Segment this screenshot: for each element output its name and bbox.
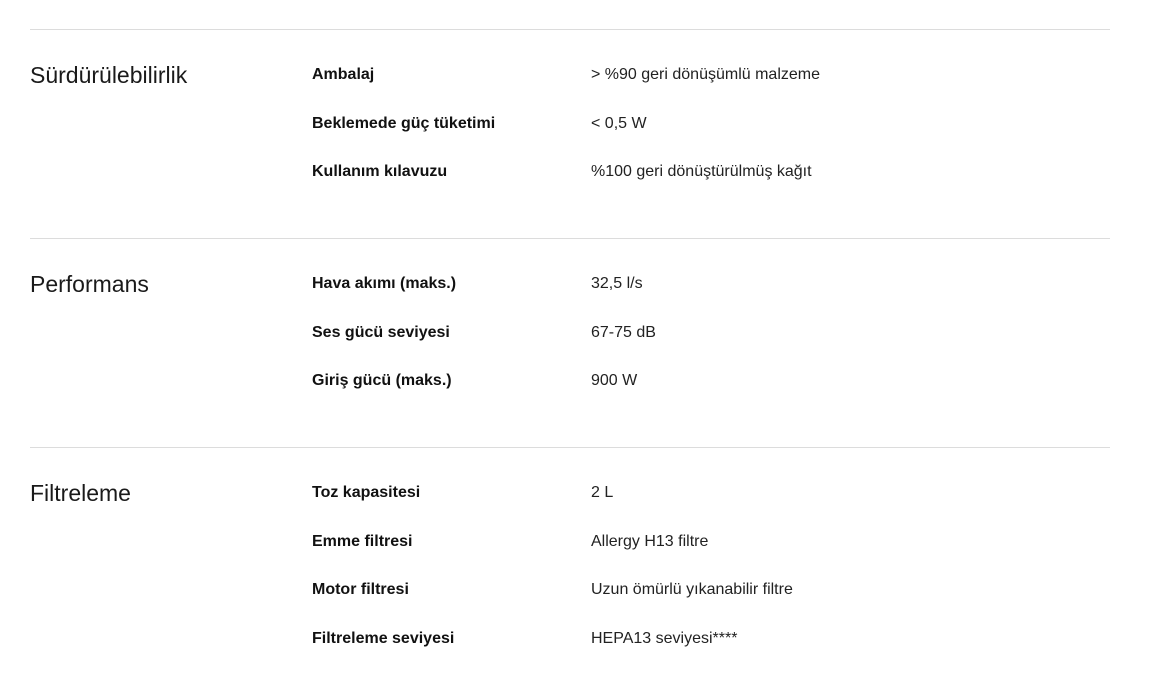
spec-section-filtration bbox=[30, 447, 1110, 656]
spec-section-sustainability bbox=[30, 29, 1110, 238]
spec-value: < 0,5 W bbox=[591, 115, 647, 133]
section-title: Sürdürülebilirlik bbox=[30, 62, 187, 89]
spec-rows bbox=[312, 484, 1110, 678]
spec-section-performance bbox=[30, 238, 1110, 447]
spec-value: HEPA13 seviyesi**** bbox=[591, 630, 737, 648]
spec-row bbox=[312, 115, 1110, 164]
spec-row bbox=[312, 533, 1110, 582]
section-title: Performans bbox=[30, 271, 149, 298]
spec-row bbox=[312, 66, 1110, 115]
spec-label: Giriş gücü (maks.) bbox=[312, 372, 591, 390]
spec-value: 32,5 l/s bbox=[591, 275, 643, 293]
spec-label: Kullanım kılavuzu bbox=[312, 163, 591, 181]
spec-rows bbox=[312, 275, 1110, 421]
spec-value: > %90 geri dönüşümlü malzeme bbox=[591, 66, 820, 84]
spec-label: Toz kapasitesi bbox=[312, 484, 591, 502]
spec-value: 2 L bbox=[591, 484, 613, 502]
spec-label: Filtreleme seviyesi bbox=[312, 630, 591, 648]
spec-value: 900 W bbox=[591, 372, 637, 390]
spec-label: Ses gücü seviyesi bbox=[312, 324, 591, 342]
spec-row bbox=[312, 630, 1110, 678]
spec-label: Emme filtresi bbox=[312, 533, 591, 551]
spec-row bbox=[312, 163, 1110, 212]
spec-label: Ambalaj bbox=[312, 66, 591, 84]
spec-label: Hava akımı (maks.) bbox=[312, 275, 591, 293]
spec-row bbox=[312, 275, 1110, 324]
spec-value: 67-75 dB bbox=[591, 324, 656, 342]
spec-value: Uzun ömürlü yıkanabilir filtre bbox=[591, 581, 793, 599]
spec-row bbox=[312, 372, 1110, 421]
specifications-list bbox=[30, 29, 1110, 656]
section-title: Filtreleme bbox=[30, 480, 131, 507]
spec-label: Beklemede güç tüketimi bbox=[312, 115, 591, 133]
spec-value: %100 geri dönüştürülmüş kağıt bbox=[591, 163, 812, 181]
spec-value: Allergy H13 filtre bbox=[591, 533, 708, 551]
spec-row bbox=[312, 324, 1110, 373]
spec-row bbox=[312, 581, 1110, 630]
spec-label: Motor filtresi bbox=[312, 581, 591, 599]
spec-rows bbox=[312, 66, 1110, 212]
spec-row bbox=[312, 484, 1110, 533]
